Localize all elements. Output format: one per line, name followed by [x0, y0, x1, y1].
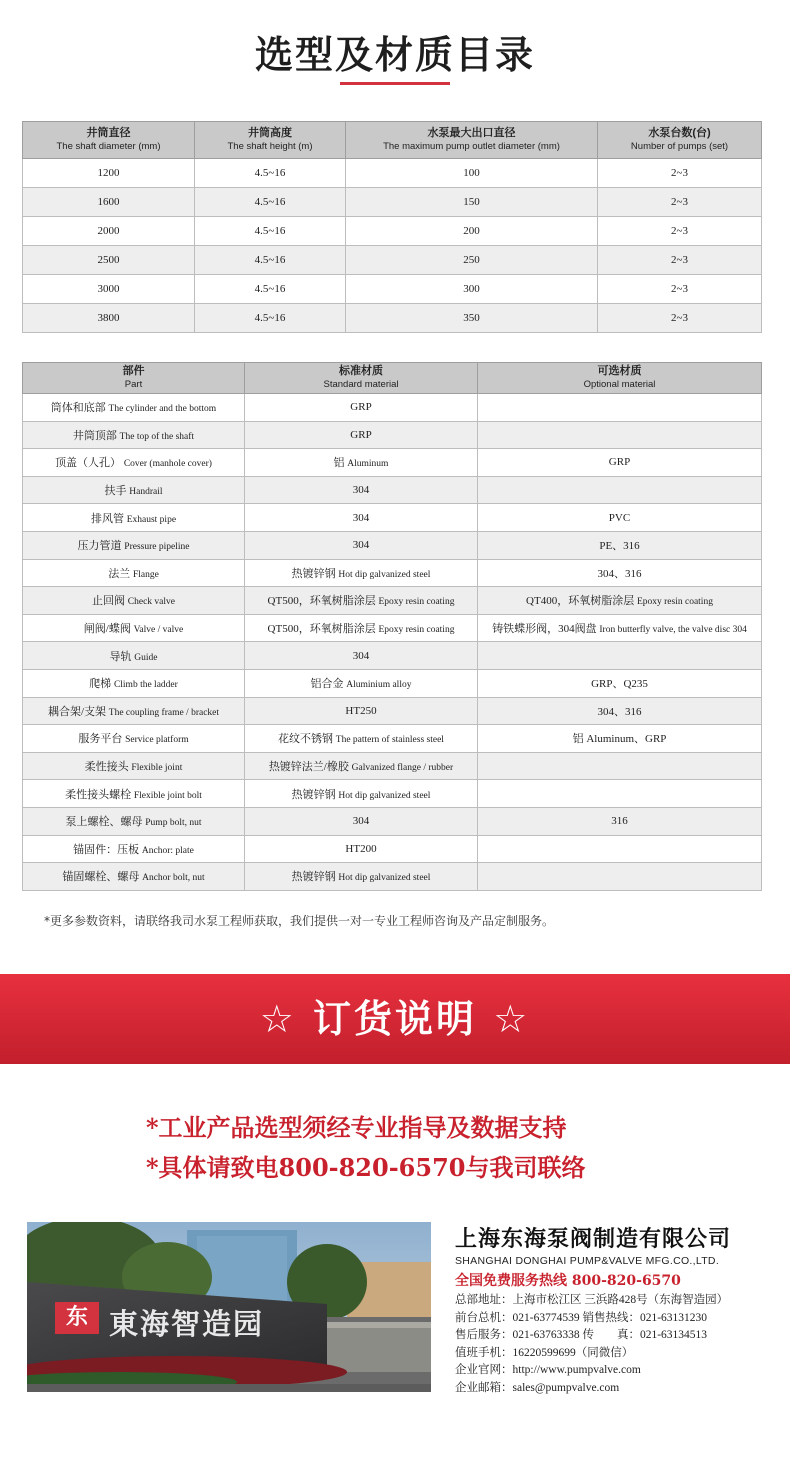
column-header-cn: 井筒直径: [86, 127, 131, 139]
table-row: [23, 394, 762, 422]
table-row: [23, 669, 762, 697]
column-header-en: Part: [124, 379, 143, 390]
column-header-cn: 可选材质: [597, 365, 642, 377]
order-banner: [0, 974, 790, 1064]
cell-text-en: Aluminium alloy: [346, 680, 412, 691]
table-cell: [23, 449, 245, 477]
cell-text-en: Flexible joint: [131, 763, 183, 774]
table-cell: [478, 669, 762, 697]
contact-email[interactable]: 企业邮箱：sales@pumpvalve.com: [455, 1381, 620, 1394]
table-cell: [478, 780, 762, 808]
table-row: [23, 614, 762, 642]
table-header-row: [23, 363, 762, 394]
table-row: [23, 246, 762, 275]
table-cell: [23, 587, 245, 615]
table-cell: 100: [346, 159, 598, 188]
table-cell: 3000: [23, 275, 195, 304]
cell-text-en: Iron butterfly valve, the valve disc 304: [599, 625, 747, 636]
table-row: [23, 587, 762, 615]
column-header-cn: 标准材质: [339, 365, 383, 377]
table-cell: 4.5~16: [195, 217, 346, 246]
table-row: [23, 725, 762, 753]
table-cell: [23, 863, 245, 891]
cell-text-cn: 压力管道: [77, 540, 122, 553]
table-cell: 4.5~16: [195, 304, 346, 333]
cell-text-en: Anchor bolt, nut: [142, 873, 205, 884]
cell-text-en: Valve / valve: [133, 625, 184, 636]
footnote: *更多参数资料，请联络我司水泵工程师获取，我们提供一对一专业工程师咨询及产品定制服务。: [44, 914, 555, 928]
table-cell: [23, 559, 245, 587]
table-cell: [245, 725, 478, 753]
table-cell: [478, 835, 762, 863]
table-row: [23, 304, 762, 333]
column-header-en: The shaft height (m): [227, 141, 313, 152]
table-row: [23, 780, 762, 808]
cell-text-cn: 304、316: [597, 567, 642, 580]
table-cell: 2500: [23, 246, 195, 275]
table-row: [23, 217, 762, 246]
table-row: [23, 159, 762, 188]
table-cell: [245, 780, 478, 808]
column-header-cn: 水泵台数(台): [648, 127, 711, 139]
table-cell: [245, 476, 478, 504]
table-cell: [245, 421, 478, 449]
cell-text-cn: HT200: [345, 842, 377, 855]
column-header: [478, 363, 762, 394]
cell-text-cn: 锚固件：压板: [73, 843, 140, 856]
contact-website[interactable]: 企业官网：http://www.pumpvalve.com: [455, 1364, 641, 1376]
table-cell: [245, 614, 478, 642]
company-logo-icon: 东: [55, 1302, 99, 1334]
table-cell: [478, 476, 762, 504]
cell-text-en: Epoxy resin coating: [378, 625, 455, 636]
cell-text-cn: 耦合架/支架: [47, 705, 107, 718]
table-cell: [478, 531, 762, 559]
cell-text-en: Climb the ladder: [113, 680, 178, 691]
table-row: [23, 752, 762, 780]
table-cell: 150: [346, 188, 598, 217]
cell-text-cn: 锚固螺栓、螺母: [62, 871, 140, 884]
column-header-en: The maximum pump outlet diameter (mm): [383, 141, 560, 152]
cell-text-cn: GRP: [350, 428, 372, 441]
cell-text-cn: 铝合金: [310, 678, 344, 691]
cell-text-cn: 扶手: [104, 485, 127, 498]
table-cell: [478, 504, 762, 532]
table-row: [23, 531, 762, 559]
company-info: [455, 1222, 767, 1397]
table-row: [23, 504, 762, 532]
column-header-cn: 部件: [122, 365, 145, 377]
cell-text-en: Hot dip galvanized steel: [338, 873, 431, 884]
table-cell: [23, 752, 245, 780]
table-cell: [23, 807, 245, 835]
cell-text-cn: GRP: [350, 401, 372, 414]
column-header-en: Number of pumps (set): [630, 141, 729, 152]
title-underline: [340, 82, 450, 85]
cell-text-cn: 花纹不锈钢: [278, 733, 334, 746]
table-cell: [23, 642, 245, 670]
cell-text-en: Epoxy resin coating: [378, 597, 455, 608]
contact-service: 售后服务：021-63763338 传 真：021-63134513: [455, 1329, 708, 1341]
column-header-cn: 井筒高度: [248, 127, 292, 139]
cell-text-cn: 闸阀/蝶阀: [83, 623, 131, 636]
column-header: [23, 122, 195, 159]
table-cell: [23, 476, 245, 504]
cell-text-cn: PE、316: [599, 540, 640, 553]
cell-text-cn: 柔性接头螺栓: [65, 788, 132, 801]
column-header-en: Standard material: [323, 379, 399, 390]
cell-text-en: Hot dip galvanized steel: [338, 569, 431, 580]
column-header: [346, 122, 598, 159]
table-cell: 2~3: [598, 246, 762, 275]
table-cell: [23, 835, 245, 863]
table-cell: [245, 807, 478, 835]
column-header: [245, 363, 478, 394]
cell-text-en: Cover (manhole cover): [123, 459, 212, 470]
table-cell: [23, 421, 245, 449]
cell-text-cn: 服务平台: [78, 733, 123, 746]
notice-line-1: *工业产品选型须经专业指导及数据支持: [146, 1113, 567, 1142]
cell-text-cn: 泵上螺栓、螺母: [65, 816, 143, 829]
column-header: [195, 122, 346, 159]
column-header-en: Optional material: [583, 379, 656, 390]
table-cell: 250: [346, 246, 598, 275]
contact-lines: [455, 1292, 767, 1397]
table-cell: 4.5~16: [195, 159, 346, 188]
table-cell: [245, 752, 478, 780]
cell-text-cn: 爬梯: [89, 678, 112, 691]
table-cell: [245, 835, 478, 863]
table-cell: [23, 725, 245, 753]
table-cell: 2~3: [598, 188, 762, 217]
cell-text-cn: 井筒顶部: [72, 429, 117, 442]
table-cell: 1200: [23, 159, 195, 188]
table-cell: [478, 587, 762, 615]
cell-text-en: Hot dip galvanized steel: [338, 790, 431, 801]
table-row: [23, 697, 762, 725]
cell-text-cn: 铸铁蝶形阀，304阀盘: [492, 623, 597, 636]
cell-text-cn: 304: [352, 484, 370, 497]
table-cell: [23, 531, 245, 559]
cell-text-cn: QT400，环氧树脂涂层: [526, 595, 635, 608]
contact-address: 总部地址：上海市松江区 三浜路428号（东海智造园）: [455, 1294, 729, 1306]
table-row: [23, 449, 762, 477]
cell-text-en: The pattern of stainless steel: [335, 735, 444, 746]
cell-text-en: Flange: [132, 569, 159, 580]
table-cell: [23, 669, 245, 697]
cell-text-en: Epoxy resin coating: [636, 597, 713, 608]
table-cell: 3800: [23, 304, 195, 333]
table-cell: [245, 697, 478, 725]
table-cell: [245, 587, 478, 615]
cell-text-cn: 304: [352, 649, 370, 662]
cell-text-cn: 导轨: [109, 650, 132, 663]
table-cell: 2000: [23, 217, 195, 246]
cell-text-en: Guide: [134, 652, 158, 663]
cell-text-cn: 铝 Aluminum、GRP: [572, 733, 667, 746]
cell-text-cn: 法兰: [108, 567, 131, 580]
cell-text-cn: GRP: [608, 456, 631, 469]
cell-text-en: Service platform: [125, 735, 189, 746]
cell-text-cn: 顶盖（人孔）: [55, 457, 122, 470]
cell-text-cn: 热镀锌法兰/橡胶: [268, 761, 349, 774]
cell-text-en: Check valve: [127, 597, 175, 608]
cell-text-cn: 排风管: [90, 512, 124, 525]
cell-text-cn: 304: [352, 511, 370, 524]
cell-text-en: The coupling frame / bracket: [108, 707, 220, 718]
table-cell: 350: [346, 304, 598, 333]
table-header-row: [23, 122, 762, 159]
table-cell: 300: [346, 275, 598, 304]
company-name-cn: 上海东海泵阀制造有限公司: [455, 1227, 732, 1252]
table-row: [23, 835, 762, 863]
table-cell: [478, 614, 762, 642]
cell-text-en: Exhaust pipe: [126, 514, 177, 525]
table-cell: [23, 614, 245, 642]
table-cell: [478, 863, 762, 891]
cell-text-cn: 316: [611, 815, 628, 828]
page-title: 选型及材质目录: [254, 33, 535, 77]
table-cell: [245, 531, 478, 559]
table-cell: [245, 642, 478, 670]
table-cell: [245, 559, 478, 587]
table-cell: 4.5~16: [195, 275, 346, 304]
company-name-en: SHANGHAI DONGHAI PUMP&VALVE MFG.CO.,LTD.: [455, 1255, 720, 1267]
table-cell: [478, 559, 762, 587]
cell-text-cn: QT500，环氧树脂涂层: [267, 623, 376, 636]
column-header-en: The shaft diameter (mm): [56, 141, 161, 152]
table-row: [23, 275, 762, 304]
sign-text: 東海智造园: [109, 1307, 265, 1341]
material-table: [22, 362, 762, 891]
table-cell: [478, 725, 762, 753]
cell-text-en: Pressure pipeline: [124, 542, 190, 553]
cell-text-cn: 筒体和底部: [50, 402, 106, 415]
cell-text-en: Anchor: plate: [141, 845, 194, 856]
table-row: [23, 559, 762, 587]
table-cell: [245, 504, 478, 532]
cell-text-cn: GRP、Q235: [591, 678, 648, 691]
table-cell: [23, 780, 245, 808]
table-row: [23, 421, 762, 449]
cell-text-cn: 铝: [333, 457, 345, 470]
cell-text-cn: PVC: [608, 511, 631, 524]
table-row: [23, 863, 762, 891]
cell-text-cn: 304、316: [597, 705, 642, 718]
column-header: [23, 363, 245, 394]
table-cell: [245, 449, 478, 477]
table-row: [23, 807, 762, 835]
table-row: [23, 642, 762, 670]
cell-text-cn: 热镀锌钢: [291, 871, 336, 884]
cell-text-en: Aluminum: [347, 459, 389, 470]
cell-text-cn: 热镀锌钢: [291, 788, 336, 801]
table-cell: [478, 421, 762, 449]
table-cell: 200: [346, 217, 598, 246]
table-cell: [23, 504, 245, 532]
table-cell: [478, 394, 762, 422]
cell-text-cn: 304: [352, 815, 370, 828]
table-cell: [478, 697, 762, 725]
cell-text-cn: 柔性接头: [84, 761, 129, 774]
table-cell: [478, 752, 762, 780]
table-cell: [478, 642, 762, 670]
column-header-cn: 水泵最大出口直径: [427, 127, 516, 139]
column-header: [598, 122, 762, 159]
table-cell: 2~3: [598, 275, 762, 304]
cell-text-cn: 止回阀: [92, 595, 126, 608]
cell-text-en: Flexible joint bolt: [133, 790, 202, 801]
cell-text-en: Pump bolt, nut: [145, 818, 202, 829]
table-cell: 4.5~16: [195, 188, 346, 217]
banner-title: ☆ 订货说明 ☆: [259, 997, 531, 1041]
table-cell: [478, 807, 762, 835]
table-cell: [478, 449, 762, 477]
notice-line-2: *具体请致电800-820-6570与我司联络: [146, 1153, 586, 1182]
contact-mobile: 值班手机：16220599699（同微信）: [455, 1346, 634, 1359]
cell-text-en: Galvanized flange / rubber: [351, 763, 454, 774]
table-cell: [23, 697, 245, 725]
cell-text-en: The top of the shaft: [119, 431, 195, 442]
factory-photo: [27, 1222, 431, 1392]
table-cell: [245, 863, 478, 891]
cell-text-cn: 热镀锌钢: [291, 567, 336, 580]
table-cell: 2~3: [598, 159, 762, 188]
selection-table: [22, 121, 762, 333]
table-cell: [245, 669, 478, 697]
table-cell: 1600: [23, 188, 195, 217]
table-row: [23, 188, 762, 217]
cell-text-en: The cylinder and the bottom: [108, 404, 217, 415]
cell-text-cn: 304: [352, 539, 370, 552]
table-row: [23, 476, 762, 504]
cell-text-cn: QT500，环氧树脂涂层: [267, 595, 376, 608]
cell-text-en: Handrail: [129, 487, 163, 498]
table-cell: 4.5~16: [195, 246, 346, 275]
table-cell: [23, 394, 245, 422]
table-cell: [245, 394, 478, 422]
table-cell: 2~3: [598, 217, 762, 246]
contact-phone: 前台总机：021-63774539 销售热线：021-63131230: [455, 1311, 708, 1324]
hotline: 全国免费服务热线 800-820-6570: [455, 1273, 681, 1289]
cell-text-cn: HT250: [345, 704, 377, 717]
table-cell: 2~3: [598, 304, 762, 333]
